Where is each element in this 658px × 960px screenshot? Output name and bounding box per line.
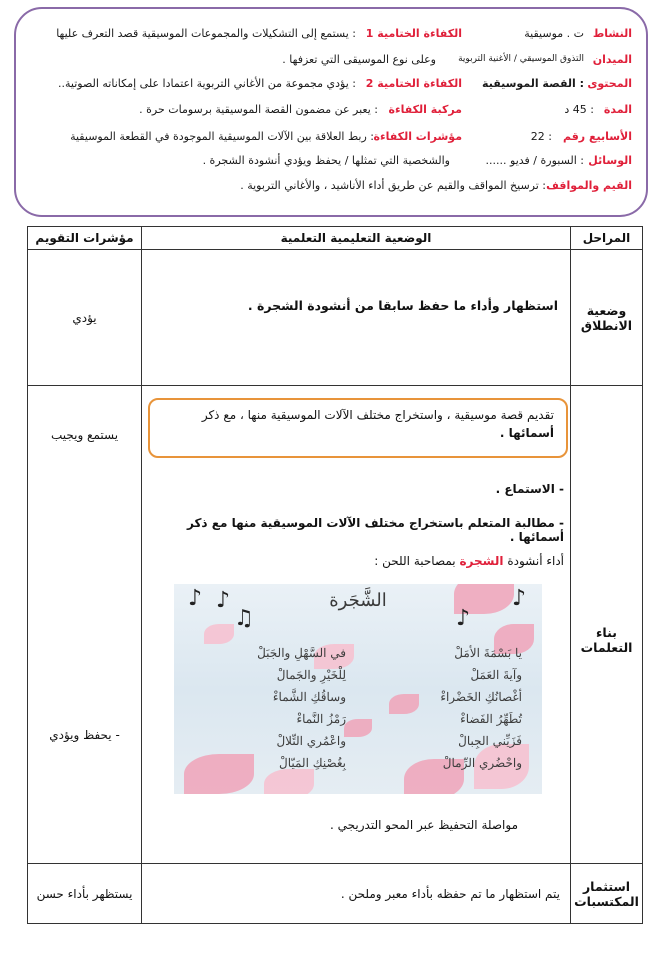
verse-line: لِلْخَيْرِ والجَمالْ (276, 668, 346, 682)
activity-value: ت . موسيقية (524, 27, 584, 40)
final-competence-2-text: : يؤدي مجموعة من الأغاني التربوية اعتمادا على إمكاناته الصوتية.. (58, 77, 356, 90)
stage-cell-investment: استثمار المكتسبات (571, 864, 643, 924)
evaluation-cell-building (28, 386, 142, 864)
story-intro-box (148, 398, 568, 458)
column-header-evaluation: مؤشرات التقويم (28, 227, 142, 250)
music-note-icon: ♪ (456, 606, 471, 631)
competence-indicators-continuation: والشخصية التي تمثلها / يحفظ ويؤدي أنشودة الشجرة . (202, 154, 450, 167)
competence-indicators-label: مؤشرات الكفاءة (373, 130, 462, 143)
column-header-situation: الوضعية التعليمية التعلمية (142, 227, 571, 250)
competence-component-label: مركبة الكفاءة (388, 103, 462, 116)
final-competence-2-label: الكفاءة الختامية 2 (365, 77, 462, 90)
values-label: القيم والمواقف (546, 179, 632, 192)
duration-label: المدة (603, 103, 632, 116)
field-value: التذوق الموسيقي / الأغنية التربوية (458, 54, 584, 64)
perform-song-line (374, 554, 564, 568)
content-label: المحتوى (587, 77, 632, 90)
music-note-icon: ♪ (216, 588, 231, 613)
evaluation-cell-investment: يستظهر بأداء حسن (28, 864, 142, 924)
verse-line: تُطَهِّرُ الفَضاءْ (460, 712, 522, 726)
perform-prefix: أداء أنشودة (507, 554, 564, 568)
week-value: : 22 (530, 130, 552, 143)
table-row (28, 250, 643, 386)
launch-situation-text: استظهار وأداء ما حفظ سابقا من أنشودة الشجرة . (247, 298, 558, 313)
verse-line: بِغُصْنِكِ المَيّالْ (278, 756, 346, 770)
means-label: الوسائل (588, 154, 632, 167)
story-intro-line2: أسمائها . (499, 426, 554, 440)
music-note-icon: ♪ (512, 586, 527, 611)
table-row (28, 864, 643, 924)
verse-line: واعْمُري التِّلالْ (276, 734, 346, 748)
verse-line: في السَّهْلِ والجَبَلْ (257, 646, 346, 660)
verse-line: واحْضُري الرِّمالْ (442, 756, 522, 770)
instrument-extraction-step: - مطالبة المتعلم باستخراج مختلف الآلات الموسيقية منها مع ذكر أسمائها . (186, 516, 564, 544)
song-name: الشجرة (459, 554, 504, 568)
evaluation-listen: يستمع ويجيب (50, 428, 119, 442)
week-label: الأسابيع رقم (562, 130, 632, 143)
stage-cell-launch: وضعية الانطلاق (571, 250, 643, 386)
final-competence-1-continuation: وعلى نوع الموسيقى التي تعزفها . (282, 53, 436, 66)
situation-cell-investment: يتم استظهار ما تم حفظه بأداء معبر وملحن . (142, 864, 571, 924)
content-value: : القصة الموسيقية (482, 77, 584, 90)
verse-line: رَمْزُ النَّماءْ (296, 712, 346, 726)
perform-suffix: بمصاحبة اللحن : (374, 554, 456, 568)
verse-line: فَزَيِّني الجِبالْ (458, 734, 522, 748)
verse-line: أغْصانُكِ الخَضْراءْ (440, 690, 522, 704)
final-competence-1-label: الكفاءة الختامية 1 (365, 27, 462, 40)
competence-component-text: : يعبر عن مضمون القصة الموسيقية برسومات حرة . (139, 103, 378, 116)
lesson-info-box (14, 7, 648, 217)
column-header-stages: المراحل (571, 227, 643, 250)
continue-memorization-text: مواصلة التحفيظ عبر المحو التدريجي . (330, 818, 518, 832)
table-row (28, 386, 643, 864)
listening-step: - الاستماع . (495, 482, 564, 496)
values-text: : ترسيخ المواقف والقيم عن طريق أداء الأناشيد ، والأغاني التربوية . (240, 179, 546, 192)
activity-label: النشاط (592, 27, 632, 40)
final-competence-1-text: : يستمع إلى التشكيلات والمجموعات الموسيقية قصد التعرف عليها (56, 27, 356, 40)
lesson-plan-table (27, 226, 643, 924)
competence-indicators-text: : ربط العلاقة بين الآلات الموسيقية الموجودة في القطعة الموسيقية (70, 130, 374, 143)
field-label: الميدان (592, 53, 632, 66)
situation-cell-building (142, 386, 571, 864)
means-value: : السبورة / فديو ...... (485, 154, 584, 167)
verse-line: وآيةَ العَمَلْ (470, 668, 522, 682)
music-note-icon: ♪ (188, 586, 203, 611)
song-title: الشَّجَرة (329, 590, 387, 611)
evaluation-memorize: - يحفظ ويؤدي (49, 728, 120, 742)
music-note-icon: ♫ (234, 606, 254, 631)
situation-cell-launch (142, 250, 571, 386)
song-lyrics-image (174, 584, 542, 794)
stage-cell-building: بناء التعلمات (571, 386, 643, 864)
duration-value: : 45 د (564, 103, 594, 116)
verse-line: يا بَسْمَةَ الأمَلْ (454, 646, 522, 660)
table-header-row (28, 227, 643, 250)
story-intro-line1: تقديم قصة موسيقية ، واستخراج مختلف الآلات الموسيقية منها ، مع ذكر (201, 408, 554, 422)
verse-line: وساقُكِ الشَّماءْ (272, 690, 346, 704)
evaluation-cell-launch: يؤدي (28, 250, 142, 386)
